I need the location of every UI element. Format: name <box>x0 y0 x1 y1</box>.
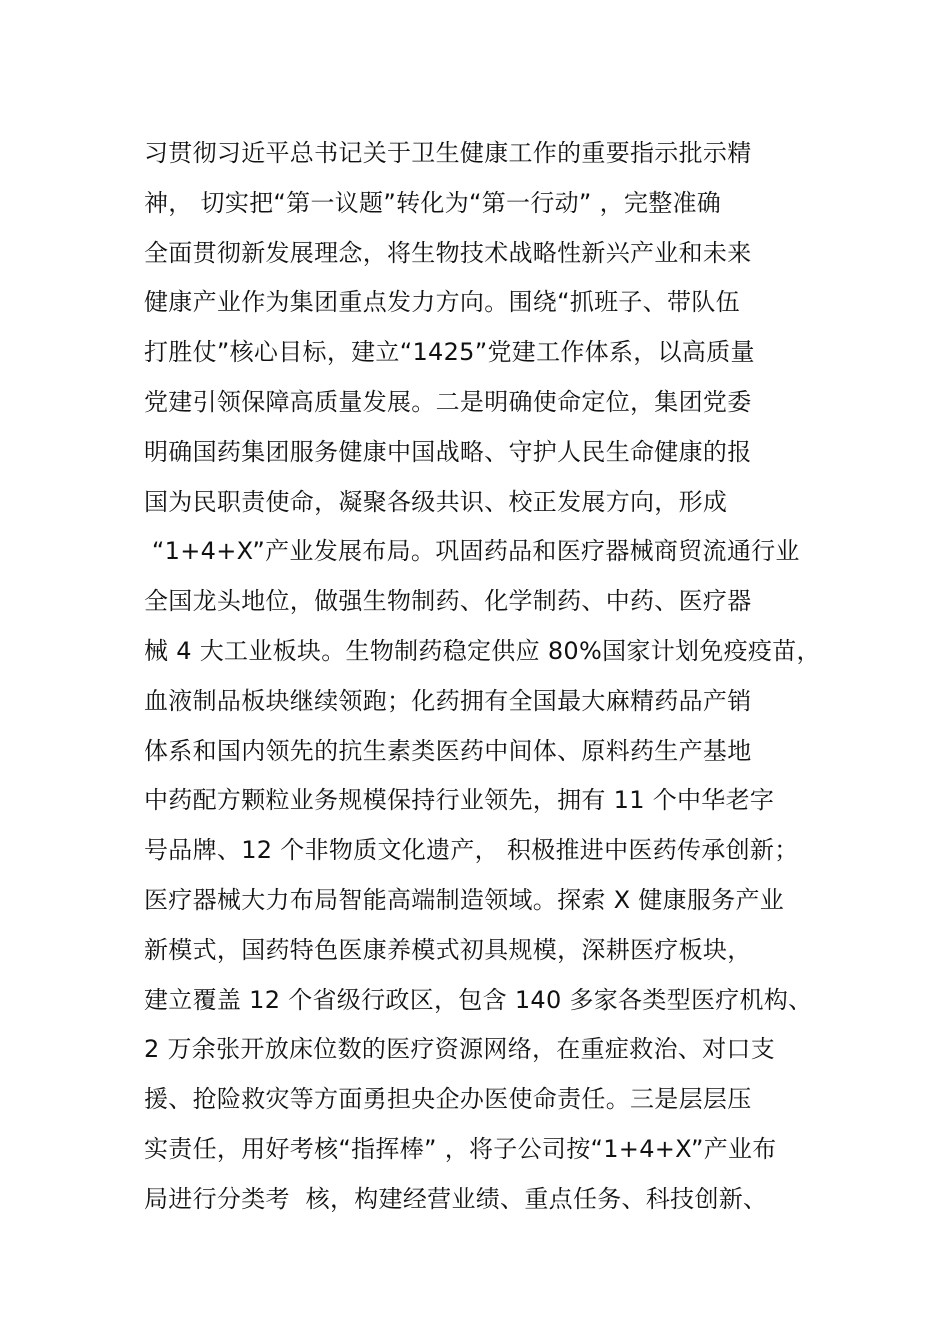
text-line: 新模式，国药特色医康养模式初具规模，深耕医疗板块， <box>144 935 752 964</box>
text-line: 打胜仗”核心目标，建立“1425”党建工作体系，以高质量 <box>144 338 755 367</box>
text-line: 健康产业作为集团重点发力方向。围绕“抓班子、带队伍 <box>144 288 740 317</box>
text-line: 体系和国内领先的抗生素类医药中间体、原料药生产基地 <box>144 736 752 765</box>
text-line: 局进行分类考 核，构建经营业绩、重点任务、科技创新、 <box>144 1184 768 1213</box>
text-line: 血液制品板块继续领跑；化药拥有全国最大麻精药品产销 <box>144 686 752 715</box>
text-line: 国为民职责使命，凝聚各级共识、校正发展方向，形成 <box>144 487 728 516</box>
text-line: 械 4 大工业板块。生物制药稳定供应 80%国家计划免疫疫苗， <box>144 636 821 665</box>
text-line: 建立覆盖 12 个省级行政区，包含 140 多家各类型医疗机构、 <box>144 985 813 1014</box>
text-line: 习贯彻习近平总书记关于卫生健康工作的重要指示批示精 <box>144 139 752 167</box>
text-line: 全国龙头地位，做强生物制药、化学制药、中药、医疗器 <box>144 587 752 616</box>
text-line: 号品牌、12 个非物质文化遗产， 积极推进中医药传承创新； <box>144 836 799 865</box>
text-line: “1+4+X”产业发展布局。巩固药品和医疗器械商贸流通行业 <box>144 537 800 566</box>
text-line: 实责任，用好考核“指挥棒” ，将子公司按“1+4+X”产业布 <box>144 1134 777 1163</box>
text-line: 2 万余张开放床位数的医疗资源网络，在重症救治、对口支 <box>144 1035 775 1064</box>
text-line: 医疗器械大力布局智能高端制造领域。探索 X 健康服务产业 <box>144 885 785 914</box>
body-paragraph <box>144 129 844 1225</box>
text-line: 中药配方颗粒业务规模保持行业领先，拥有 11 个中华老字 <box>144 786 775 815</box>
text-line: 援、抢险救灾等方面勇担央企办医使命责任。三是层层压 <box>144 1085 752 1114</box>
text-line: 神， 切实把“第一议题”转化为“第一行动” ，完整准确 <box>144 188 722 217</box>
text-line: 党建引领保障高质量发展。二是明确使命定位，集团党委 <box>144 387 752 416</box>
text-line: 全面贯彻新发展理念，将生物技术战略性新兴产业和未来 <box>144 238 752 267</box>
text-line: 明确国药集团服务健康中国战略、守护人民生命健康的报 <box>144 437 752 466</box>
